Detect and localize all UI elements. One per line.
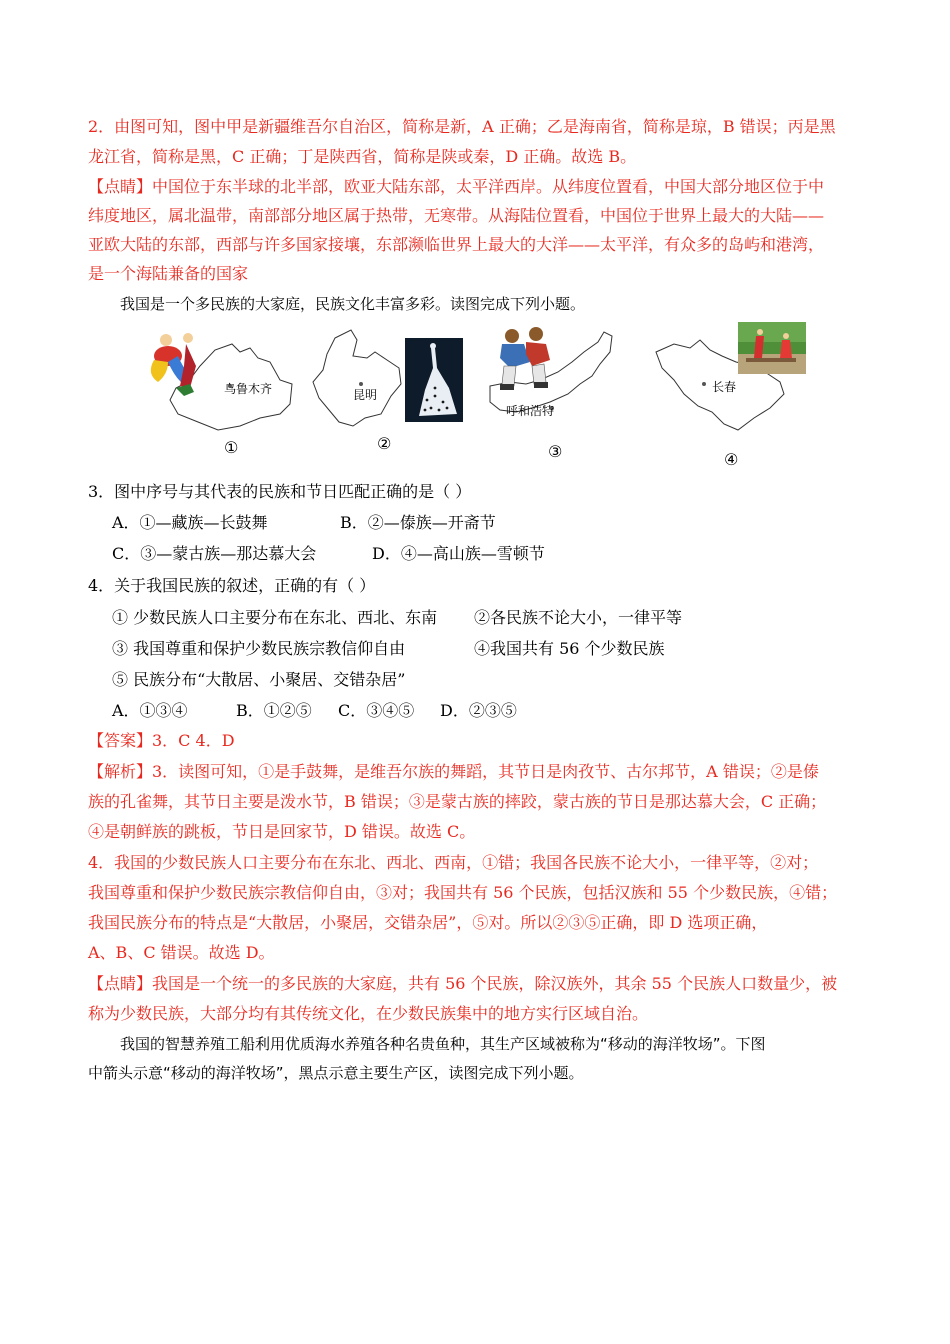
q4-statement-4: ④我国共有 56 个少数民族 xyxy=(474,639,665,658)
analysis-line3: ④是朝鲜族的跳板，节日是回家节，D 错误。故选 C。 xyxy=(88,822,476,841)
city-label-changchun: 长春 xyxy=(712,380,737,394)
q4-statement-1: ① 少数民族人口主要分布在东北、西北、东南 xyxy=(112,608,438,627)
analysis-line4: 4．我国的少数民族人口主要分布在东北、西北、西南，①错；我国各民族不论大小，一律平等，②对； xyxy=(88,853,819,872)
q4-statement-3: ③ 我国尊重和保护少数民族宗教信仰自由 xyxy=(112,639,406,658)
city-label-urumqi: 乌鲁木齐 xyxy=(224,382,273,396)
tip-line3: 亚欧大陆的东部，西部与许多国家接壤，东部濒临世界上最大的大洋——太平洋，有众多的岛屿和港湾， xyxy=(88,235,825,254)
figure-number-4: ④ xyxy=(724,450,739,469)
figure-inner-mongolia xyxy=(480,322,650,464)
q3-option-a: A．①—藏族—长鼓舞 xyxy=(112,513,268,532)
intro-ocean-line1: 我国的智慧养殖工船利用优质海水养殖各种名贵鱼种，其生产区域被称为“移动的海洋牧场”。下图 xyxy=(120,1035,766,1053)
figure-jilin xyxy=(650,322,820,469)
intro-ocean-line2: 中箭头示意“移动的海洋牧场”，黑点示意主要生产区，读图完成下列小题。 xyxy=(88,1064,584,1082)
tip-line2: 纬度地区，属北温带，南部部分地区属于热带，无寒带。从海陆位置看，中国位于世界上最大的大陆—— xyxy=(88,206,825,225)
analysis-line7: A、B、C 错误。故选 D。 xyxy=(88,943,275,962)
q3-option-b: B．②—傣族—开斋节 xyxy=(340,513,496,532)
analysis-line6: 我国民族分布的特点是“大散居，小聚居，交错杂居”，⑤对。所以②③⑤正确，即 D 选项正确， xyxy=(88,913,768,932)
seesaw-jumping-photo xyxy=(738,322,806,374)
analysis-line1: 【解析】3．读图可知，①是手鼓舞，是维吾尔族的舞蹈，其节日是肉孜节、古尔邦节，A 错误；②是傣 xyxy=(88,762,819,781)
figure-yunnan xyxy=(305,322,475,464)
figure-number-3: ③ xyxy=(548,442,563,461)
q4-option-a: A．①③④ xyxy=(112,701,188,720)
tip2-line1: 【点睛】我国是一个统一的多民族的大家庭，共有 56 个民族，除汉族外，其余 55 个民族人口数量少，被 xyxy=(88,974,838,993)
q4-option-b: B．①②⑤ xyxy=(236,701,312,720)
q4-statement-5: ⑤ 民族分布“大散居、小聚居、交错杂居” xyxy=(112,670,406,689)
q4-option-d: D．②③⑤ xyxy=(440,701,517,720)
q3-option-d: D．④—高山族—雪顿节 xyxy=(372,544,545,563)
tambourine-dance-icon xyxy=(151,333,196,396)
tip-line4: 是一个海陆兼备的国家 xyxy=(88,264,249,283)
figure-number-1: ① xyxy=(224,438,239,457)
q2-explanation-line1: 2．由图可知，图中甲是新疆维吾尔自治区，简称是新，A 正确；乙是海南省，简称是琼，B 错误；丙是黑 xyxy=(88,117,836,136)
q4-statement-2: ②各民族不论大小，一律平等 xyxy=(474,608,683,627)
tip-line1: 【点睛】中国位于东半球的北半部，欧亚大陆东部，太平洋西岸。从纬度位置看，中国大部分地区位于中 xyxy=(88,177,825,196)
q3-stem: 3．图中序号与其代表的民族和节日匹配正确的是（ ） xyxy=(88,482,472,501)
intro-ethnic: 我国是一个多民族的大家庭，民族文化丰富多彩。读图完成下列小题。 xyxy=(120,295,586,313)
city-label-hohhot: 呼和浩特 xyxy=(506,404,555,418)
q4-option-c: C．③④⑤ xyxy=(338,701,415,720)
peacock-dance-photo xyxy=(405,338,463,422)
figure-number-2: ② xyxy=(377,434,392,453)
tip2-line2: 称为少数民族，大部分均有其传统文化，在少数民族集中的地方实行区域自治。 xyxy=(88,1004,649,1023)
q4-stem: 4．关于我国民族的叙述，正确的有（ ） xyxy=(88,576,376,595)
figure-xinjiang xyxy=(140,322,310,464)
analysis-line2: 族的孔雀舞，其节日主要是泼水节，B 错误；③是蒙古族的摔跤，蒙古族的节日是那达慕大会，C 正确； xyxy=(88,792,827,811)
ethnic-figures xyxy=(130,322,830,469)
city-label-kunming: 昆明 xyxy=(353,388,378,402)
q2-explanation-line2: 龙江省，简称是黑，C 正确；丁是陕西省，简称是陕或秦，D 正确。故选 B。 xyxy=(88,147,637,166)
q3-option-c: C．③—蒙古族—那达慕大会 xyxy=(112,544,317,563)
analysis-line5: 我国尊重和保护少数民族宗教信仰自由，③对；我国共有 56 个民族，包括汉族和 55 个少数民族，④错； xyxy=(88,883,838,902)
wrestling-icon xyxy=(500,327,550,390)
answer-line: 【答案】3．C 4．D xyxy=(88,731,235,750)
inner-mongolia-map xyxy=(480,322,650,464)
